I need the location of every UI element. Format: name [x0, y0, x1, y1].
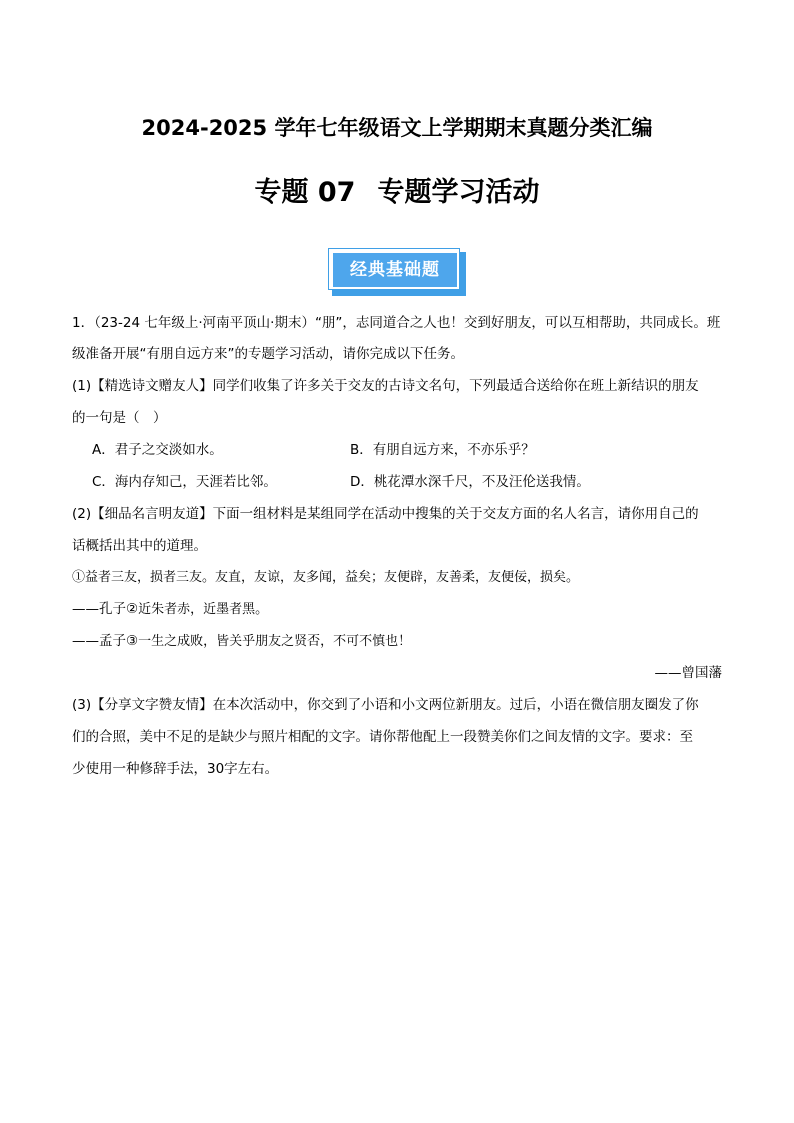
quote-attribution-confucius: ——孔子②: [72, 601, 139, 617]
option-a: A．君子之交淡如水。: [92, 442, 223, 458]
question-intro-line-2: 级准备开展“有朋自远方来”的专题学习活动，请你完成以下任务。: [72, 346, 464, 362]
part3-prompt-line-2: 们的合照，美中不足的是缺少与照片相配的文字。请你帮他配上一段赞美你们之间友情的文字。要求：至: [72, 729, 693, 745]
part2-prompt-line-1: (2)【细品名言明友道】下面一组材料是某组同学在活动中搜集的关于交友方面的名人名言，请你用自己的: [72, 506, 699, 522]
option-c: C．海内存知己，天涯若比邻。: [92, 474, 277, 490]
part3-prompt-line-1: (3)【分享文字赞友情】在本次活动中，你交到了小语和小文两位新朋友。过后，小语在微信朋友圈发了你: [72, 697, 699, 713]
option-d: D．桃花潭水深千尺，不及汪伦送我情。: [350, 474, 590, 490]
quote-zeng: 一生之成败，皆关乎朋友之贤否，不可不慎也！: [138, 634, 412, 649]
topic-number: 专题 07: [254, 177, 356, 208]
quote-confucius: ①益者三友，损者三友。友直，友谅，友多闻，益矣；友便辟，友善柔，友便佞，损矣。: [72, 570, 580, 585]
quote-attribution-zeng: ——曾国藩: [654, 665, 722, 681]
part2-prompt-line-2: 话概括出其中的道理。: [72, 538, 207, 554]
quote-line-2: [72, 599, 268, 620]
badge-frame: [328, 248, 460, 290]
document-main-title: 2024-2025 学年七年级语文上学期期末真题分类汇编: [141, 116, 653, 140]
quote-mencius: 近朱者赤，近墨者黑。: [138, 602, 269, 617]
topic-title: [0, 170, 794, 209]
section-badge: [328, 248, 466, 296]
topic-name: 专题学习活动: [377, 177, 540, 208]
part1-prompt-line-2: 的一句是（ ）: [72, 410, 167, 426]
question-intro-line-1: 1．（23-24 七年级上·河南平顶山·期末）“朋”，志同道合之人也！交到好朋友，可以互相帮助，共同成长。班: [72, 315, 721, 331]
quote-line-3: [72, 631, 411, 652]
part1-prompt-line-1: (1)【精选诗文赠友人】同学们收集了许多关于交友的古诗文名句，下列最适合送给你在班上新结识的朋友: [72, 378, 699, 394]
badge-label: 经典基础题: [333, 253, 457, 287]
option-b: B．有朋自远方来，不亦乐乎？: [350, 442, 535, 458]
quote-attribution-mencius: ——孟子③: [72, 633, 139, 649]
part3-prompt-line-3: 少使用一种修辞手法，30字左右。: [72, 761, 279, 777]
